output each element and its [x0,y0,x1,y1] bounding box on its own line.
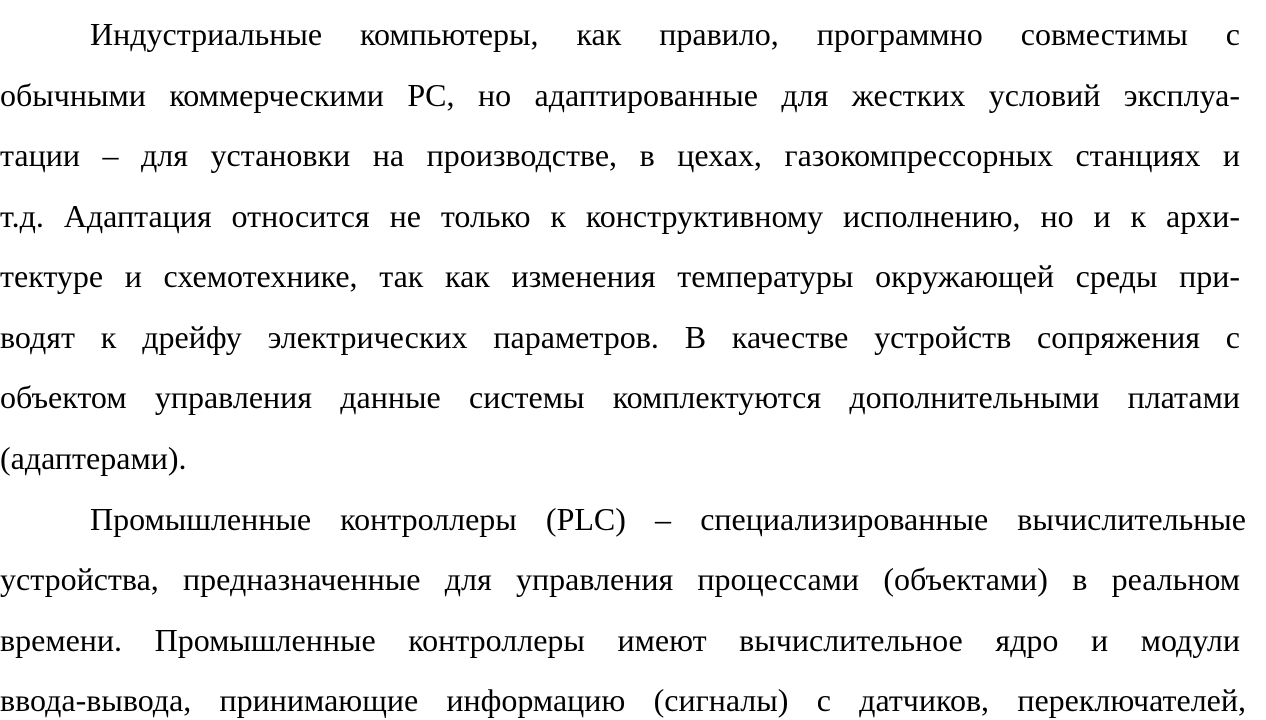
text-line: (адаптерами). [0,440,187,476]
text-line: водят к дрейфу электрических параметров. В качестве устройств сопряжения с [0,319,1240,355]
text-line: времени. Промышленные контроллеры имеют вычислительное ядро и модули [0,622,1240,658]
text-line: ввода-вывода, принимающие информацию (сигналы) с датчиков, переключателей, [0,682,1246,718]
text-line: объектом управления данные системы комплектуются дополнительными платами [0,379,1240,415]
text-line: Индустриальные компьютеры, как правило, программно совместимы с [90,16,1240,52]
text-line: тектуре и схемотехнике, так как изменения температуры окружающей среды при- [0,258,1240,294]
text-line: устройства, предназначенные для управления процессами (объектами) в реальном [0,561,1240,597]
text-line: обычными коммерческими PC, но адаптированные для жестких условий эксплуа- [0,77,1240,113]
text-line: тации – для установки на производстве, в цехах, газокомпрессорных станциях и [0,137,1240,173]
text-line: т.д. Адаптация относится не только к конструктивному исполнению, но и к архи- [0,198,1240,234]
text-line: Промышленные контроллеры (PLC) – специализированные вычислительные [90,501,1246,537]
